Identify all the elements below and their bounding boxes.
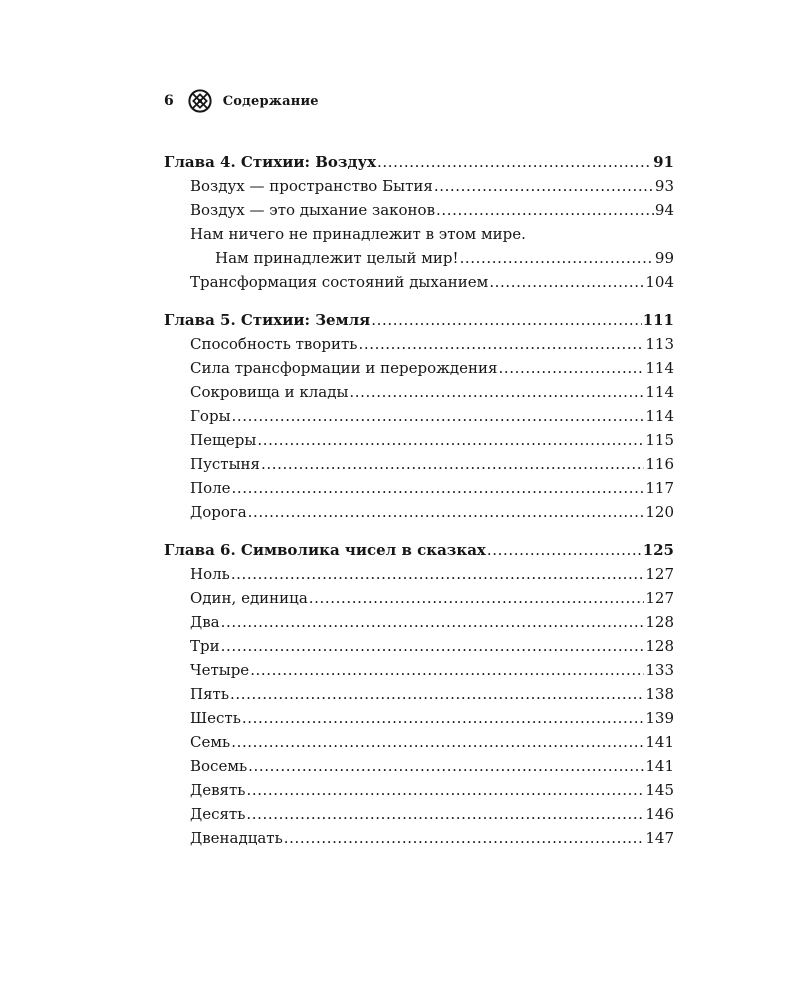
entry-title: Девять <box>190 781 246 799</box>
entry-title: Ноль <box>190 565 230 583</box>
dot-leader <box>232 476 645 500</box>
section-entry[interactable] <box>164 730 674 754</box>
page-number: 6 <box>164 93 174 109</box>
section-entry[interactable] <box>164 270 674 294</box>
dot-leader <box>257 428 644 452</box>
entry-page-number: 125 <box>642 541 674 559</box>
entry-title: Три <box>190 637 220 655</box>
entry-page-number: 133 <box>645 661 674 679</box>
section-entry[interactable] <box>164 452 674 476</box>
chapter-block <box>164 538 674 850</box>
entry-page-number: 138 <box>645 685 674 703</box>
entry-page-number: 141 <box>645 757 674 775</box>
dot-leader <box>487 538 642 562</box>
dot-leader <box>434 174 654 198</box>
entry-title: Способность творить <box>190 335 358 353</box>
entry-page-number: 145 <box>645 781 674 799</box>
entry-page-number: 128 <box>645 613 674 631</box>
entry-page-number: 111 <box>642 311 674 329</box>
section-entry[interactable] <box>164 356 674 380</box>
entry-title: Трансформация состояний дыханием <box>190 273 489 291</box>
section-entry[interactable] <box>164 826 674 850</box>
dot-leader <box>349 380 644 404</box>
entry-page-number: 114 <box>645 407 674 425</box>
section-entry[interactable] <box>164 404 674 428</box>
entry-title: Глава 6. Символика чисел в сказках <box>164 541 486 559</box>
dot-leader <box>460 246 654 270</box>
dot-leader <box>231 562 645 586</box>
section-entry[interactable] <box>164 562 674 586</box>
entry-page-number: 127 <box>645 565 674 583</box>
entry-page-number: 99 <box>654 249 674 267</box>
section-entry[interactable] <box>164 706 674 730</box>
section-entry[interactable] <box>164 476 674 500</box>
section-entry[interactable] <box>164 658 674 682</box>
entry-title: Воздух — пространство Бытия <box>190 177 433 195</box>
entry-title: Шесть <box>190 709 241 727</box>
entry-title: Глава 5. Стихии: Земля <box>164 311 371 329</box>
section-entry[interactable] <box>164 586 674 610</box>
entry-title: Четыре <box>190 661 250 679</box>
section-entry[interactable] <box>164 332 674 356</box>
chapter-block <box>164 150 674 294</box>
entry-page-number: 120 <box>645 503 674 521</box>
entry-page-number: 104 <box>645 273 674 291</box>
section-entry[interactable] <box>164 246 674 270</box>
chapter-heading-entry[interactable] <box>164 150 674 174</box>
dot-leader <box>358 332 644 356</box>
table-of-contents <box>164 150 674 864</box>
entry-title: Десять <box>190 805 246 823</box>
chapter-heading-entry[interactable] <box>164 308 674 332</box>
entry-page-number: 141 <box>645 733 674 751</box>
section-entry[interactable] <box>164 634 674 658</box>
section-entry[interactable] <box>164 754 674 778</box>
dot-leader <box>230 682 644 706</box>
entry-page-number: 116 <box>645 455 674 473</box>
dot-leader <box>309 586 645 610</box>
dot-leader <box>246 778 644 802</box>
section-entry[interactable] <box>164 802 674 826</box>
entry-page-number: 114 <box>645 359 674 377</box>
dot-leader <box>221 634 645 658</box>
dot-leader <box>248 754 644 778</box>
running-head <box>164 89 319 113</box>
entry-page-number: 94 <box>654 201 674 219</box>
dot-leader <box>232 404 645 428</box>
section-entry[interactable] <box>164 500 674 524</box>
knot-ornament-icon <box>188 89 212 113</box>
chapter-heading-entry[interactable] <box>164 538 674 562</box>
dot-leader <box>221 610 645 634</box>
entry-page-number: 127 <box>645 589 674 607</box>
entry-title: Пять <box>190 685 230 703</box>
entry-page-number: 114 <box>645 383 674 401</box>
entry-page-number: 146 <box>645 805 674 823</box>
dot-leader <box>231 730 644 754</box>
entry-title: Пустыня <box>190 455 261 473</box>
entry-title: Нам принадлежит целый мир! <box>215 249 459 267</box>
entry-page-number: 117 <box>645 479 674 497</box>
entry-title: Воздух — это дыхание законов <box>190 201 436 219</box>
dot-leader <box>498 356 644 380</box>
section-entry[interactable] <box>164 778 674 802</box>
dot-leader <box>436 198 654 222</box>
section-entry[interactable] <box>164 610 674 634</box>
section-entry[interactable] <box>164 682 674 706</box>
entry-title: Восемь <box>190 757 248 775</box>
dot-leader <box>250 658 644 682</box>
entry-title: Горы <box>190 407 231 425</box>
entry-title: Дорога <box>190 503 247 521</box>
section-entry[interactable] <box>164 380 674 404</box>
entry-title: Один, единица <box>190 589 308 607</box>
entry-page-number: 139 <box>645 709 674 727</box>
entry-page-number: 115 <box>645 431 674 449</box>
section-entry[interactable] <box>164 174 674 198</box>
running-title: Содержание <box>222 93 319 109</box>
dot-leader <box>377 150 652 174</box>
dot-leader <box>489 270 644 294</box>
entry-title: Поле <box>190 479 231 497</box>
entry-page-number: 113 <box>645 335 674 353</box>
dot-leader <box>284 826 645 850</box>
entry-page-number: 147 <box>645 829 674 847</box>
entry-title: Сокровища и клады <box>190 383 349 401</box>
dot-leader <box>242 706 645 730</box>
entry-title: Глава 4. Стихии: Воздух <box>164 153 377 171</box>
dot-leader <box>371 308 641 332</box>
section-entry[interactable] <box>164 428 674 452</box>
entry-page-number: 91 <box>653 153 674 171</box>
entry-page-number: 128 <box>645 637 674 655</box>
entry-title: Сила трансформации и перерождения <box>190 359 498 377</box>
entry-title: Семь <box>190 733 231 751</box>
entry-title: Двенадцать <box>190 829 283 847</box>
entry-title: Пещеры <box>190 431 257 449</box>
dot-leader <box>246 802 644 826</box>
dot-leader <box>248 500 645 524</box>
section-entry[interactable] <box>164 198 674 222</box>
dot-leader <box>261 452 644 476</box>
chapter-block <box>164 308 674 524</box>
entry-title: Два <box>190 613 220 631</box>
entry-page-number: 93 <box>654 177 674 195</box>
section-entry-first-line[interactable]: Нам ничего не принадлежит в этом мире. <box>190 225 526 243</box>
